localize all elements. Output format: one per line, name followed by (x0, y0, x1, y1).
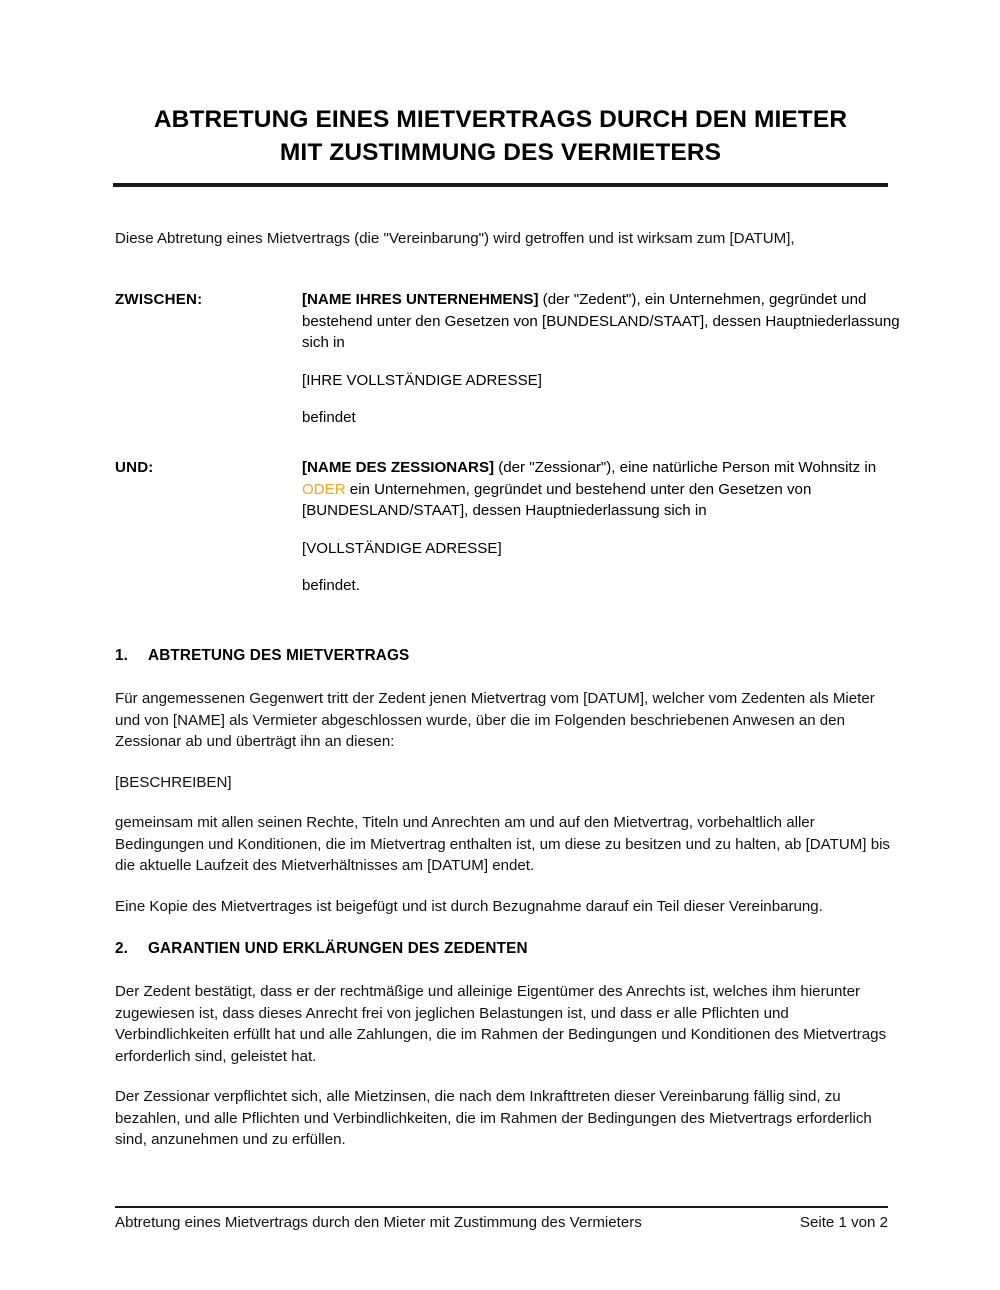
page-title-line-2: MIT ZUSTIMMUNG DES VERMIETERS (279, 138, 722, 166)
section-2-heading-text: GARANTIEN UND ERKLÄRUNGEN DES ZEDENTEN (148, 940, 528, 957)
section-2-number: 2. (115, 940, 129, 957)
assignee-description-part1: (der "Zessionar"), eine natürliche Person mit Wohnsitz in (494, 459, 877, 476)
assignee-description-part2: ein Unternehmen, gegründet und bestehend unter den Gesetzen von [BUNDESLAND/STAAT], dessen Hauptniederlassung sich in (302, 480, 812, 519)
page-title-line-1: ABTRETUNG EINES MIETVERTRAGS DURCH DEN MIETER (153, 106, 848, 133)
assignee-closing: befindet. (302, 577, 360, 594)
party-body-zwischen (302, 289, 902, 429)
section-1-heading-text: ABTRETUNG DES MIETVERTRAGS (148, 647, 410, 664)
section-1-paragraph-4: Eine Kopie des Mietvertrages ist beigefügt und ist durch Bezugnahme darauf ein Teil dieser Vereinbarung. (115, 897, 823, 915)
section-2-paragraph-2: Der Zessionar verpflichtet sich, alle Mietzinsen, die nach dem Inkrafttreten dieser Vereinbarung fällig sind, zu bezahlen, und alle Pflichten und Verbindlichkeiten, die im Rahmen der Bedingungen des Mietvertrags erforderlich sind, anzunehmen und zu erfüllen. (115, 1088, 872, 1148)
party-label-und: UND: (115, 459, 154, 476)
assignor-address-placeholder: [IHRE VOLLSTÄNDIGE ADRESSE] (302, 371, 542, 389)
footer-document-name: Abtretung eines Mietvertrags durch den Mieter mit Zustimmung des Vermieters (115, 1214, 642, 1231)
section-assignment-of-lease (115, 645, 890, 917)
party-label-zwischen: ZWISCHEN: (115, 291, 203, 308)
footer-page-number: Seite 1 von 2 (799, 1214, 888, 1231)
assignee-name-placeholder: [NAME DES ZESSIONARS] (302, 459, 495, 476)
title-divider (113, 183, 888, 187)
party-zwischen-name-line (302, 289, 902, 354)
party-block-assignor (115, 289, 905, 429)
section-1-heading (115, 645, 890, 666)
assignor-name-placeholder: [NAME IHRES UNTERNEHMENS] (302, 291, 539, 308)
assignee-address-placeholder: [VOLLSTÄNDIGE ADRESSE] (302, 539, 502, 557)
section-1-paragraph-2: [BESCHREIBEN] (115, 773, 232, 791)
party-body-und (302, 457, 902, 597)
page-footer (115, 1212, 888, 1233)
footer-divider (115, 1206, 888, 1208)
section-2-paragraph-1: Der Zedent bestätigt, dass er der rechtmäßige und alleinige Eigentümer des Anrechts ist, welches ihm hierunter zugewiesen ist, dass dieses Anrecht frei von jeglichen Belastungen ist, und dass er alle Pflichten und Verbindlichkeiten erfüllt hat und alle Zahlungen, die im Rahmen der Bedingungen und Konditionen des Mietvertrags erforderlich sind, geleistet hat. (115, 983, 887, 1065)
section-2-heading (115, 938, 890, 959)
section-warranties-of-assignor (115, 938, 890, 1151)
section-1-number: 1. (115, 647, 129, 664)
party-und-name-line (302, 457, 902, 522)
assignor-closing: befindet (302, 409, 356, 426)
page-title (113, 104, 888, 169)
section-1-paragraph-3: gemeinsam mit allen seinen Rechte, Titeln und Anrechten am und auf den Mietvertrag, vorbehaltlich aller Bedingungen und Konditionen, die im Mietvertrag enthalten ist, um diese zu besitzen und zu halten, ab [DATUM] bis die aktuelle Laufzeit des Mietverhältnisses am [DATUM] endet. (115, 814, 890, 874)
section-1-paragraph-1: Für angemessenen Gegenwert tritt der Zedent jenen Mietvertrag vom [DATUM], welcher vom Zedenten als Mieter und von [NAME] als Vermieter abgeschlossen wurde, über die im Folgenden beschriebenen Anwesen an den Zessionar ab und überträgt ihn an diesen: (115, 690, 875, 750)
intro-paragraph: Diese Abtretung eines Mietvertrags (die "Vereinbarung") wird getroffen und ist wirksam zum [DATUM], (115, 230, 795, 247)
party-block-assignee (115, 457, 905, 597)
or-keyword: ODER (302, 480, 346, 498)
assignor-description: (der "Zedent"), ein Unternehmen, gegründet und bestehend unter den Gesetzen von [BUNDESLAND/STAAT], dessen Hauptniederlassung sich in (302, 291, 900, 351)
